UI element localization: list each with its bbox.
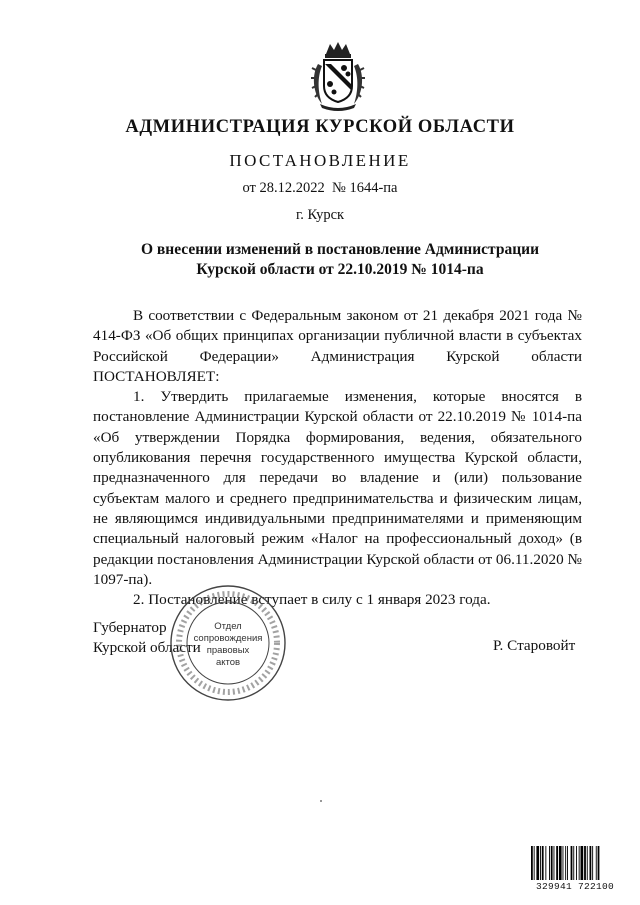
barcode-number: 329941 722100 bbox=[535, 881, 614, 892]
signer-name: Р. Старовойт bbox=[493, 637, 576, 654]
subject-line-1: О внесении изменений в постановление Администрации bbox=[140, 241, 539, 258]
organization-title: АДМИНИСТРАЦИЯ КУРСКОЙ ОБЛАСТИ bbox=[125, 117, 515, 137]
scan-speck bbox=[320, 800, 322, 802]
stamp-text-line-2: сопровождения bbox=[193, 633, 263, 644]
item-1-paragraph: 1. Утвердить прилагаемые изменения, которые вносятся в постановление Администрации Курской области от 22.10.2019 № 1014-па «Об утверждении Порядка формирования, ведения, обязательного опубликования перечня государственного имущества Курской области, предназначенного для передачи во владение и (или) пользование субъектам малого и среднего предпринимательства и физическим лицам, не являющимся индивидуальными предпринимателями и применяющим специальный налоговый режим «Налог на профессиональный доход» (в редакции постановления Администрации Курской области от 06.11.2020 № 1097-па). bbox=[93, 388, 582, 588]
barcode-icon bbox=[530, 846, 620, 882]
document-body bbox=[93, 306, 582, 610]
subject-line-2: Курской области от 22.10.2019 № 1014-па bbox=[196, 261, 484, 278]
document-subject bbox=[120, 240, 560, 280]
stamp-text-line-1: Отдел bbox=[214, 621, 242, 632]
signer-title-line-2: Курской области bbox=[93, 639, 201, 656]
stamp-text-line-3: правовых bbox=[206, 645, 250, 656]
document-date-number: от 28.12.2022 № 1644-па bbox=[242, 180, 398, 196]
preamble-paragraph: В соответствии с Федеральным законом от 21 декабря 2021 года № 414-ФЗ «Об общих принципах организации публичной власти в субъектах Российской Федерации» Администрация Курской области ПОСТАНОВЛЯЕТ: bbox=[93, 307, 582, 385]
stamp-text bbox=[188, 621, 268, 669]
stamp-text-line-4: актов bbox=[215, 657, 241, 668]
kursk-coat-of-arms-icon bbox=[308, 40, 368, 112]
document-city: г. Курск bbox=[295, 207, 345, 223]
document-type: ПОСТАНОВЛЕНИЕ bbox=[229, 151, 411, 170]
item-2-paragraph: 2. Постановление вступает в силу с 1 января 2023 года. bbox=[133, 591, 491, 609]
signer-title-line-1: Губернатор bbox=[93, 619, 167, 636]
